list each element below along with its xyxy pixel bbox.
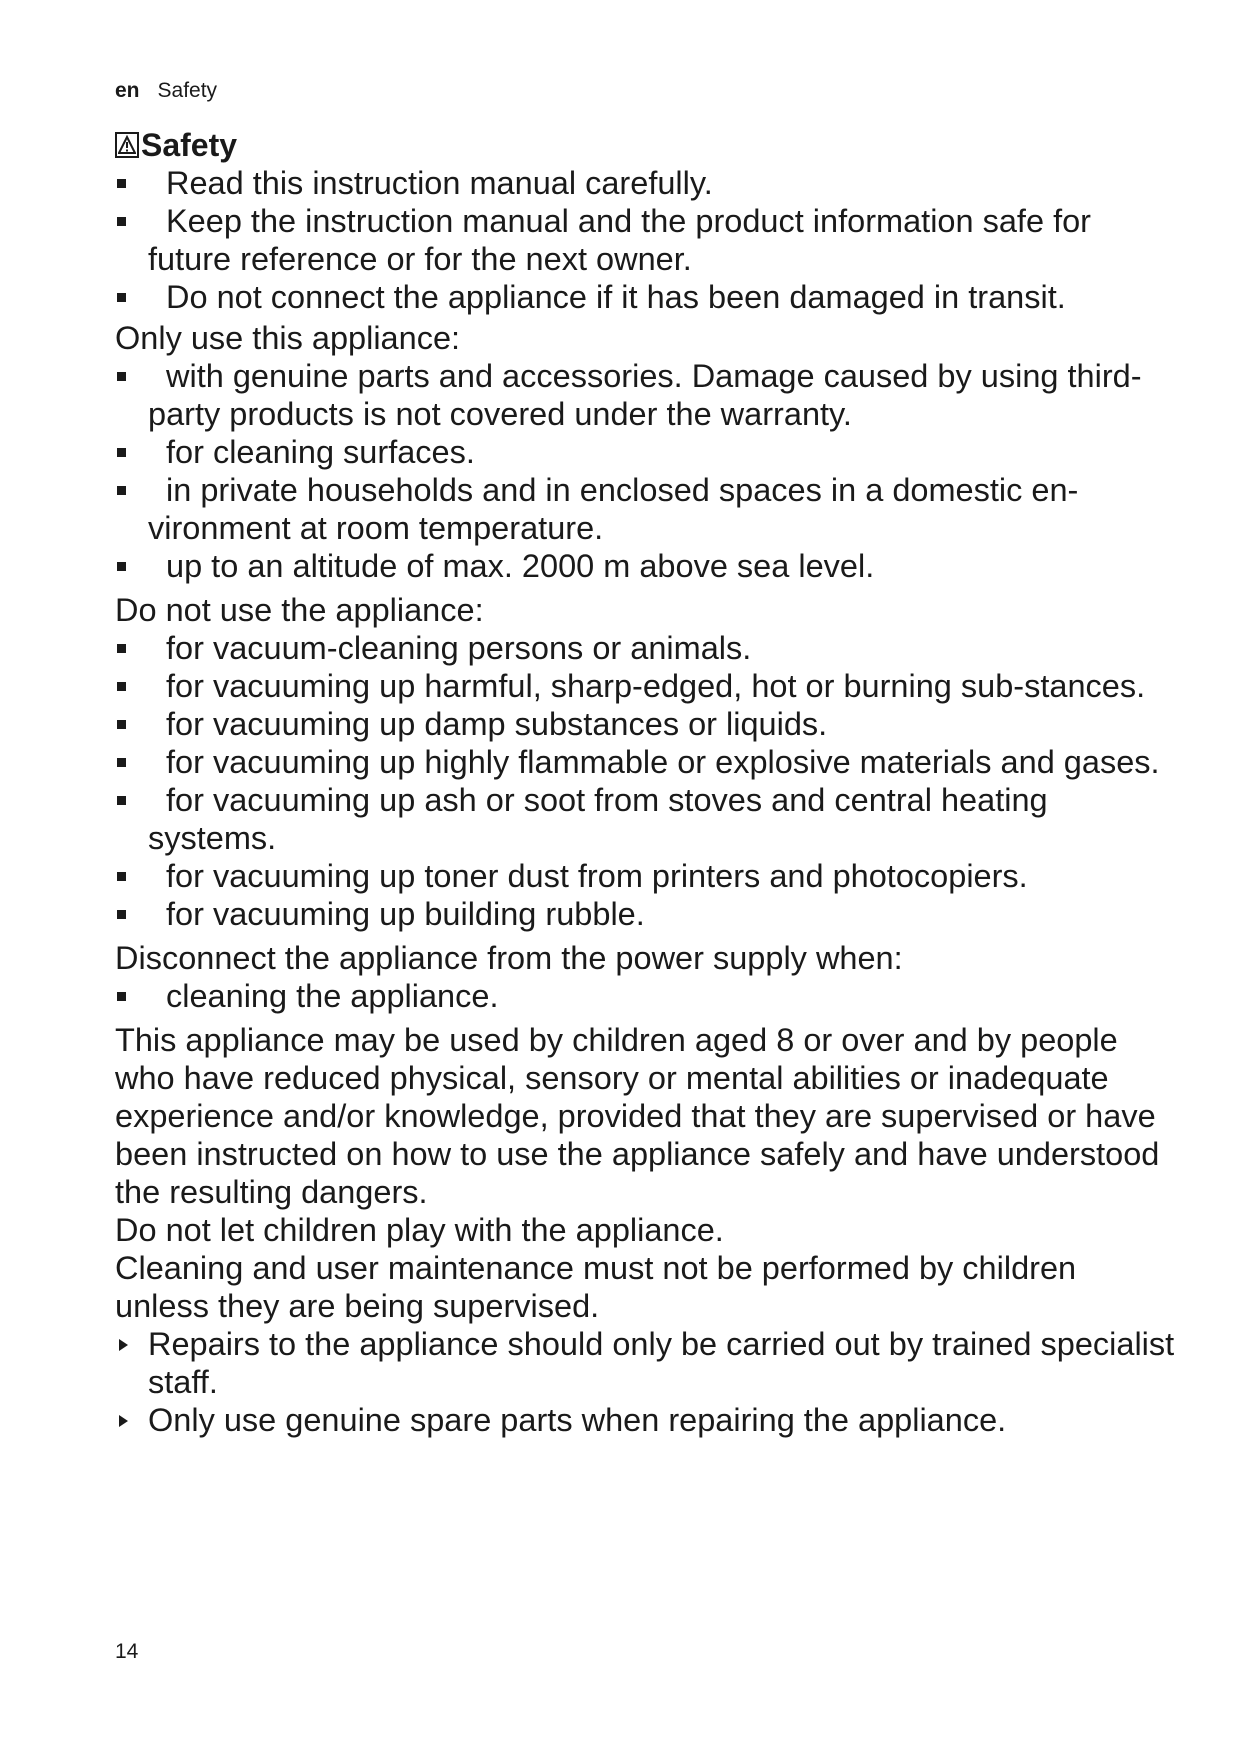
- page-number: 14: [115, 1640, 139, 1663]
- instruction-list: [115, 1325, 1175, 1439]
- list-item: up to an altitude of max. 2000 m above sea level.: [115, 547, 1175, 585]
- children-play-paragraph: Do not let children play with the appliance.: [115, 1212, 724, 1248]
- list-item: for cleaning surfaces.: [115, 433, 1175, 471]
- disconnect-intro: Disconnect the appliance from the power supply when:: [115, 940, 903, 976]
- warning-icon: [115, 132, 139, 158]
- list-item: Do not connect the appliance if it has been damaged in transit.: [115, 278, 1175, 316]
- section-title: [115, 126, 1175, 164]
- section-title-text: Safety: [141, 127, 238, 163]
- children-paragraph: This appliance may be used by children aged 8 or over and by people who have reduced physical, sensory or mental abilities or inadequate experience and/or knowledge, provided that they are supervised or have been instructed on how to use the appliance safely and have understood the resulting dangers.: [115, 1022, 1160, 1210]
- page-content: [115, 126, 1175, 1439]
- list-item: for vacuuming up highly flammable or explosive materials and gases.: [115, 743, 1175, 781]
- running-header: [115, 78, 217, 104]
- header-section: Safety: [157, 79, 218, 102]
- cleaning-paragraph: Cleaning and user maintenance must not be performed by children unless they are being supervised.: [115, 1250, 1077, 1324]
- language-code: en: [115, 79, 140, 102]
- instruction-item: Only use genuine spare parts when repairing the appliance.: [115, 1401, 1175, 1439]
- list-item: Read this instruction manual carefully.: [115, 164, 1175, 202]
- instruction-item: Repairs to the appliance should only be carried out by trained specialist staff.: [115, 1325, 1175, 1401]
- list-item: with genuine parts and accessories. Damage caused by using third-party products is not covered under the warranty.: [115, 357, 1175, 433]
- do-not-use-intro: Do not use the appliance:: [115, 592, 484, 628]
- arrow-icon: [119, 1339, 128, 1351]
- only-use-list: [115, 357, 1175, 585]
- read-list: [115, 164, 1175, 316]
- only-use-intro: Only use this appliance:: [115, 320, 461, 356]
- arrow-icon: [119, 1415, 128, 1427]
- list-item: in private households and in enclosed spaces in a domestic en-vironment at room temperature.: [115, 471, 1175, 547]
- do-not-use-list: [115, 629, 1175, 933]
- list-item: for vacuuming up harmful, sharp-edged, hot or burning sub-stances.: [115, 667, 1175, 705]
- list-item: cleaning the appliance.: [115, 977, 1175, 1015]
- list-item: for vacuuming up building rubble.: [115, 895, 1175, 933]
- disconnect-list: [115, 977, 1175, 1015]
- list-item: Keep the instruction manual and the product information safe for future reference or for the next owner.: [115, 202, 1175, 278]
- list-item: for vacuuming up damp substances or liquids.: [115, 705, 1175, 743]
- list-item: for vacuuming up toner dust from printers and photocopiers.: [115, 857, 1175, 895]
- list-item: for vacuum-cleaning persons or animals.: [115, 629, 1175, 667]
- list-item: for vacuuming up ash or soot from stoves and central heating systems.: [115, 781, 1175, 857]
